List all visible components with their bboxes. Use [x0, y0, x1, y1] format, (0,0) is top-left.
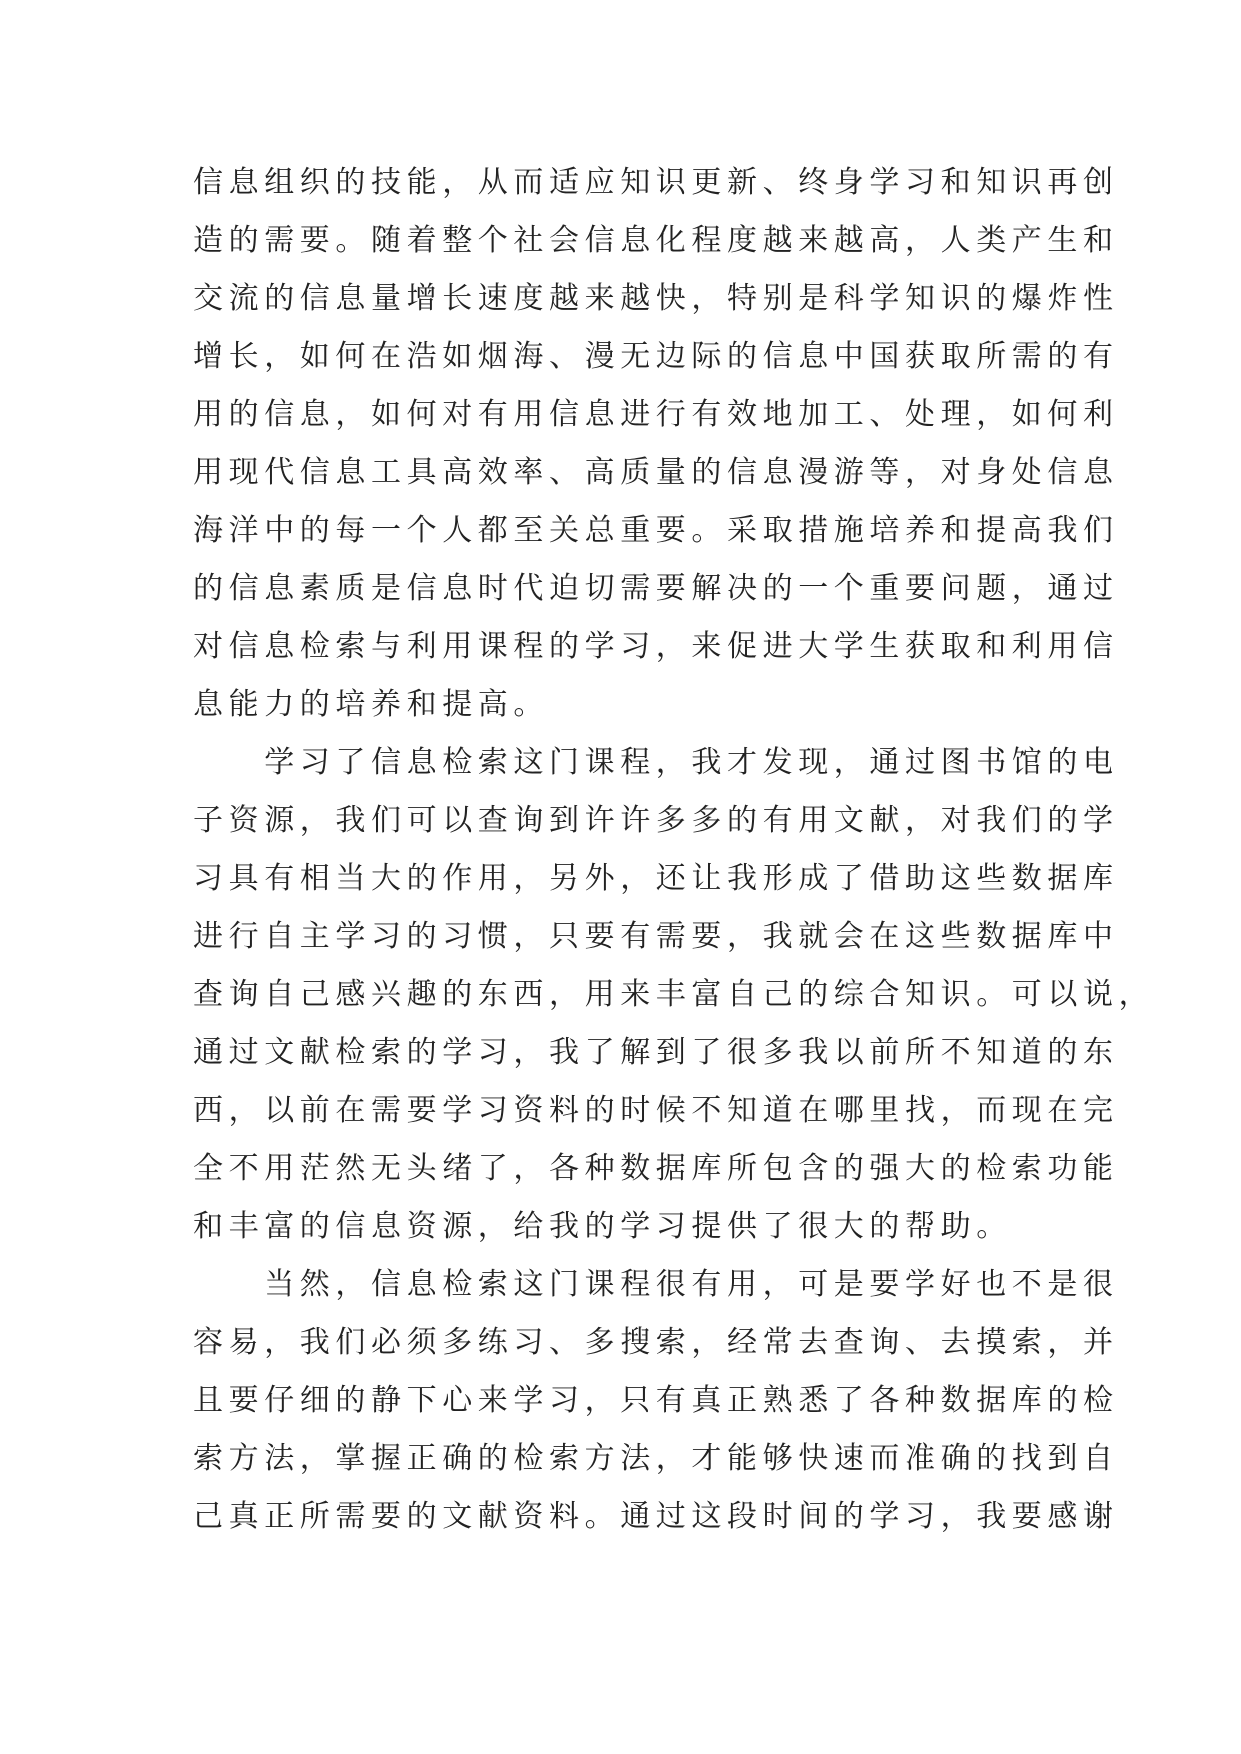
text-line: 交流的信息量增长速度越来越快，特别是科学知识的爆炸性: [193, 281, 1119, 316]
text-line: 学习了信息检索这门课程，我才发现，通过图书馆的电: [193, 745, 1119, 780]
text-line: 息能力的培养和提高。: [193, 687, 549, 722]
text-line: 子资源，我们可以查询到许许多多的有用文献，对我们的学: [193, 803, 1119, 838]
text-line: 信息组织的技能，从而适应知识更新、终身学习和知识再创: [193, 165, 1119, 200]
text-line: 习具有相当大的作用，另外，还让我形成了借助这些数据库: [193, 861, 1119, 896]
text-line: 全不用茫然无头绪了，各种数据库所包含的强大的检索功能: [193, 1151, 1119, 1186]
text-line: 当然，信息检索这门课程很有用，可是要学好也不是很: [193, 1267, 1119, 1302]
text-line: 的信息素质是信息时代迫切需要解决的一个重要问题，通过: [193, 571, 1119, 606]
text-line: 通过文献检索的学习，我了解到了很多我以前所不知道的东: [193, 1035, 1119, 1070]
text-line: 西，以前在需要学习资料的时候不知道在哪里找，而现在完: [193, 1093, 1119, 1128]
text-line: 和丰富的信息资源，给我的学习提供了很大的帮助。: [193, 1209, 1012, 1244]
text-line: 容易，我们必须多练习、多搜索，经常去查询、去摸索，并: [193, 1325, 1119, 1360]
text-line: 用的信息，如何对有用信息进行有效地加工、处理，如何利: [193, 397, 1119, 432]
text-line: 进行自主学习的习惯，只要有需要，我就会在这些数据库中: [193, 919, 1119, 954]
text-line: 用现代信息工具高效率、高质量的信息漫游等，对身处信息: [193, 455, 1119, 490]
text-line: 造的需要。随着整个社会信息化程度越来越高，人类产生和: [193, 223, 1119, 258]
text-line: 己真正所需要的文献资料。通过这段时间的学习，我要感谢: [193, 1499, 1119, 1534]
text-line: 对信息检索与利用课程的学习，来促进大学生获取和利用信: [193, 629, 1119, 664]
text-line: 海洋中的每一个人都至关总重要。采取措施培养和提高我们: [193, 513, 1119, 548]
text-line: 索方法，掌握正确的检索方法，才能够快速而准确的找到自: [193, 1441, 1119, 1476]
body-text: [193, 154, 1155, 1546]
text-line: 查询自己感兴趣的东西，用来丰富自己的综合知识。可以说，: [193, 977, 1155, 1012]
text-line: 增长，如何在浩如烟海、漫无边际的信息中国获取所需的有: [193, 339, 1119, 374]
text-line: 且要仔细的静下心来学习，只有真正熟悉了各种数据库的检: [193, 1383, 1119, 1418]
